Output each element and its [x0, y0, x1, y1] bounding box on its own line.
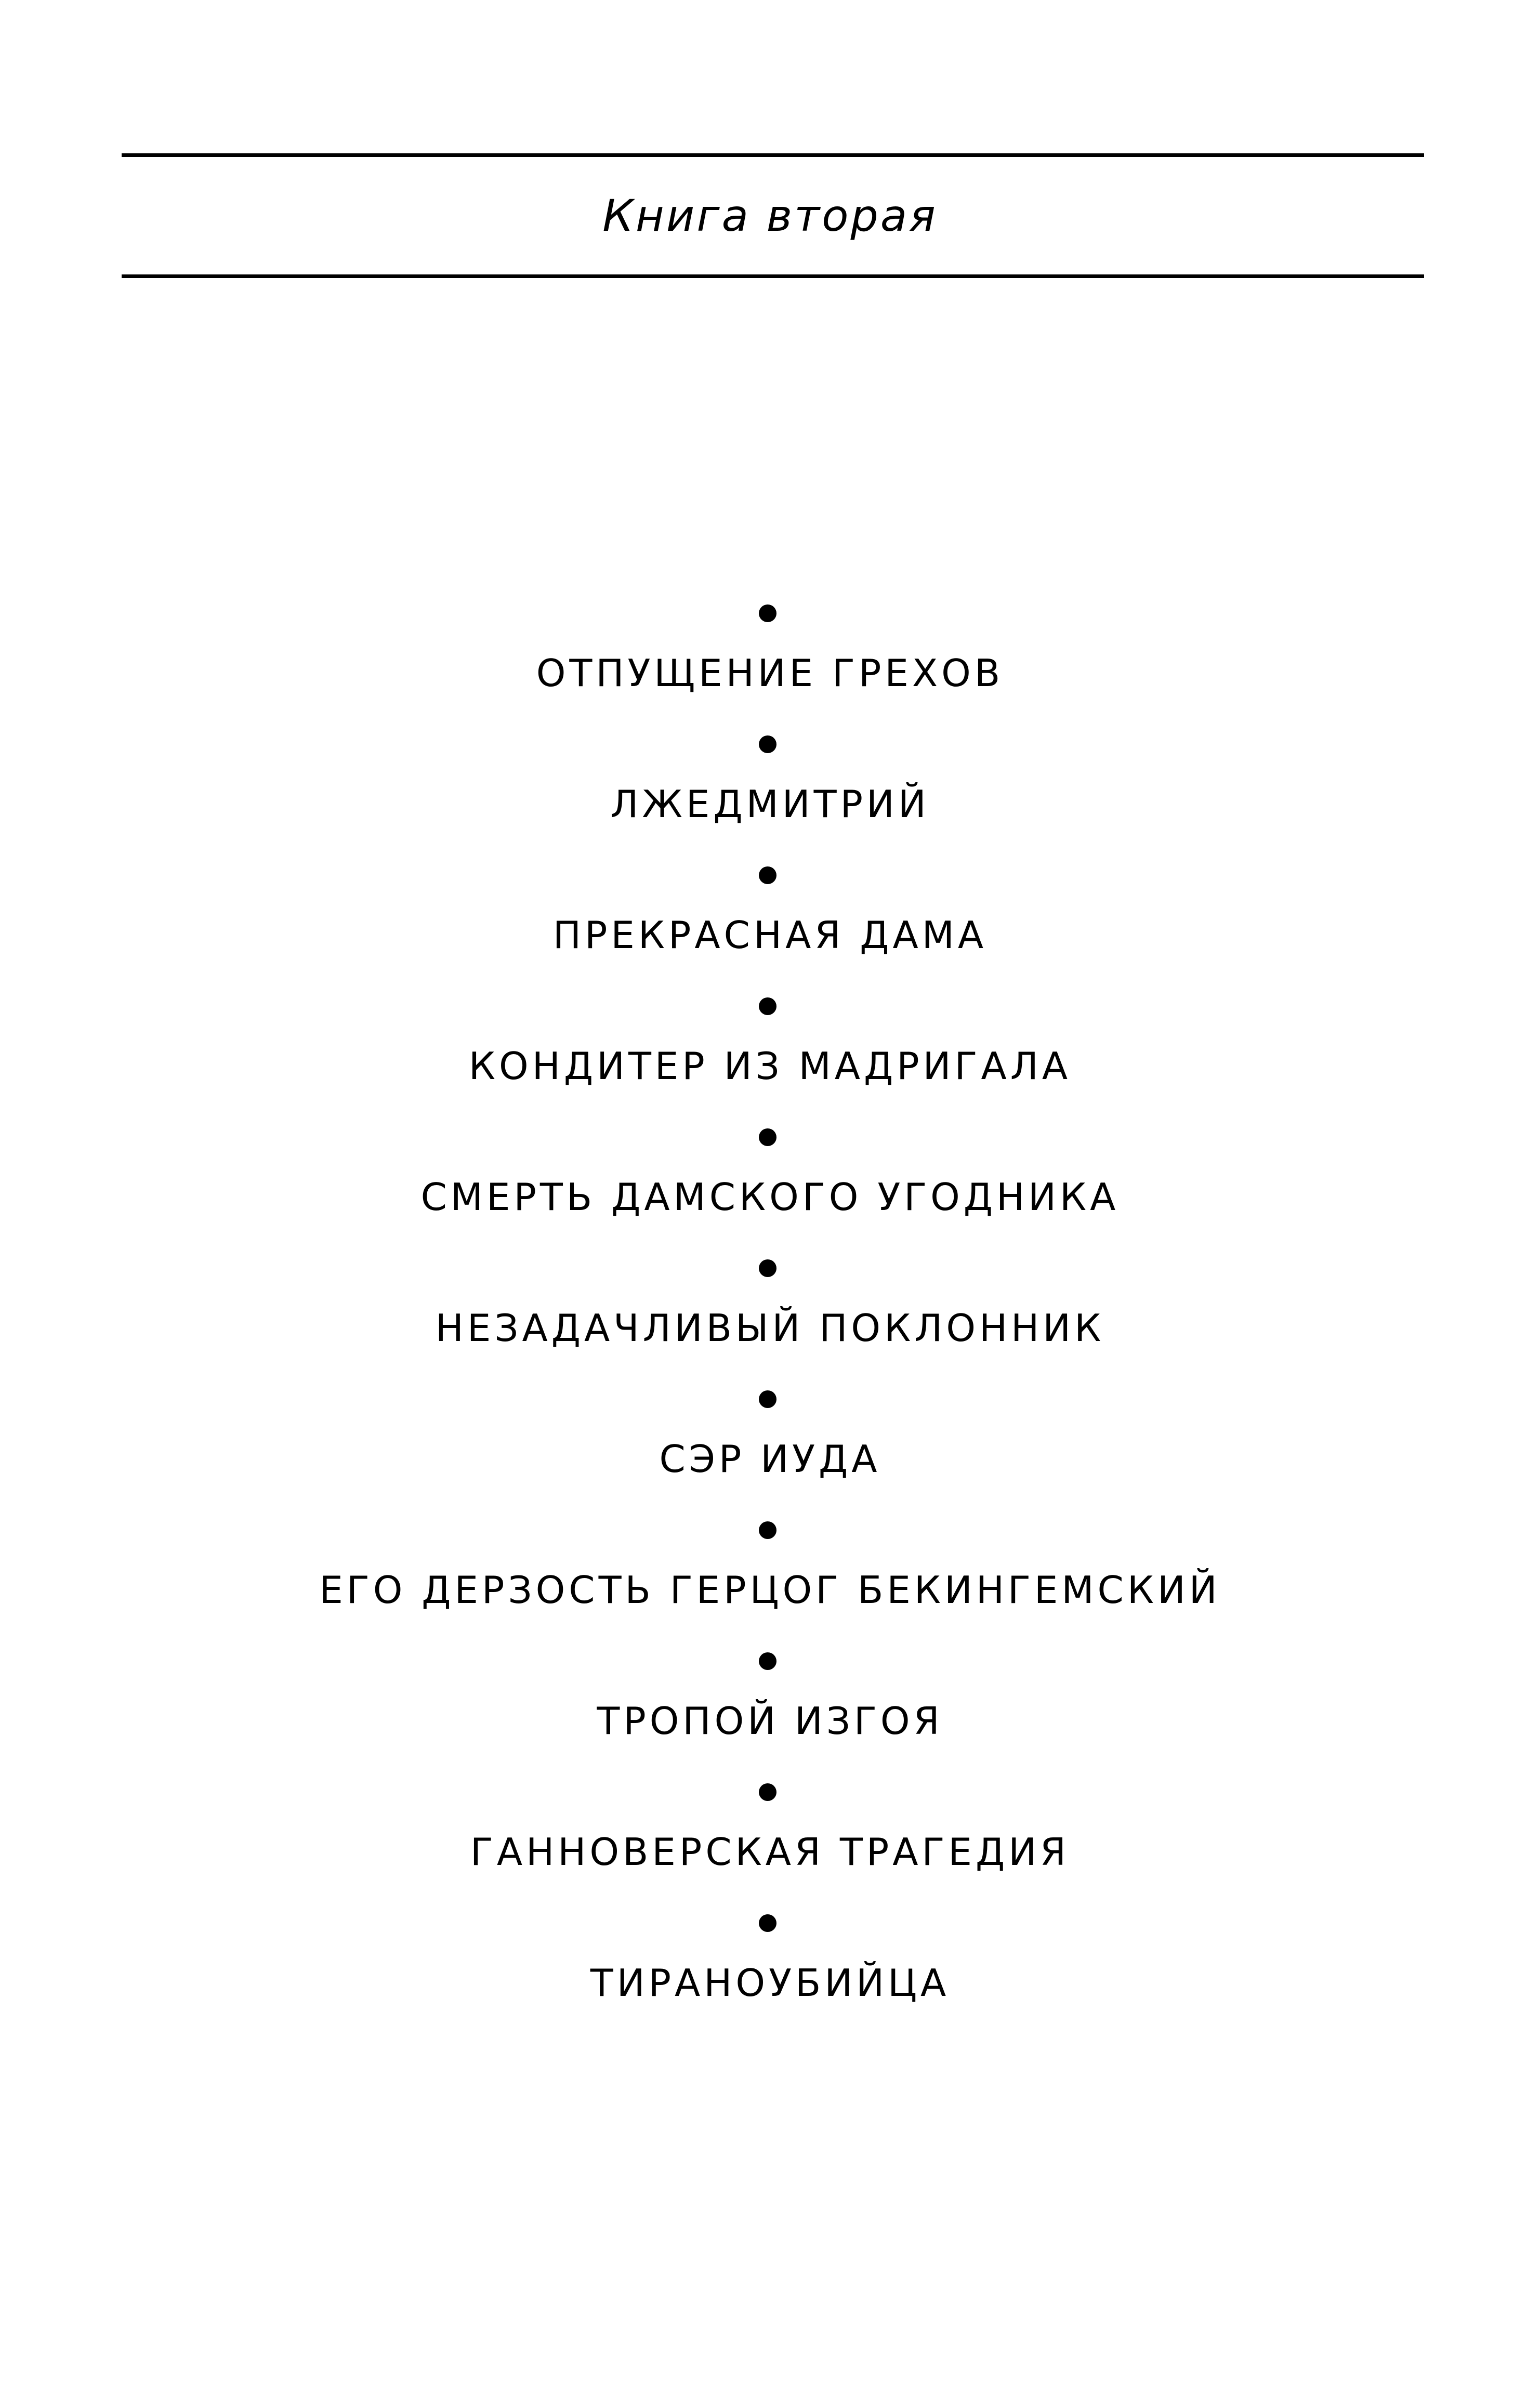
bullet-icon	[759, 1652, 776, 1670]
toc-entry-title[interactable]: ЕГО ДЕРЗОСТЬ ГЕРЦОГ БЕКИНГЕМСКИЙ	[319, 1568, 1221, 1612]
bullet-icon	[759, 1521, 776, 1539]
toc-entry-title[interactable]: НЕЗАДАЧЛИВЫЙ ПОКЛОННИК	[435, 1306, 1105, 1350]
bullet-icon	[759, 1914, 776, 1932]
toc-entry-title[interactable]: СЭР ИУДА	[659, 1437, 881, 1481]
bottom-rule	[122, 274, 1424, 278]
bullet-icon	[759, 735, 776, 753]
toc-entry-title[interactable]: ТРОПОЙ ИЗГОЯ	[597, 1699, 943, 1743]
bullet-icon	[759, 866, 776, 884]
toc-entry	[0, 978, 1540, 1109]
toc-entry-title[interactable]: ТИРАНОУБИЙЦА	[590, 1961, 950, 2005]
toc-entry	[0, 1895, 1540, 2026]
book-title: Книга вторая	[602, 190, 938, 241]
toc-entry	[0, 1633, 1540, 1764]
table-of-contents	[0, 585, 1540, 2026]
toc-entry-title[interactable]: КОНДИТЕР ИЗ МАДРИГАЛА	[468, 1044, 1072, 1088]
toc-entry	[0, 1240, 1540, 1371]
toc-entry	[0, 1371, 1540, 1502]
toc-entry	[0, 585, 1540, 716]
bullet-icon	[759, 1259, 776, 1277]
bullet-icon	[759, 1783, 776, 1801]
bullet-icon	[759, 1128, 776, 1146]
toc-entry	[0, 847, 1540, 978]
bullet-icon	[759, 604, 776, 622]
bullet-icon	[759, 997, 776, 1015]
bullet-icon	[759, 1390, 776, 1408]
toc-entry	[0, 1109, 1540, 1240]
toc-entry-title[interactable]: ПРЕКРАСНАЯ ДАМА	[552, 913, 988, 957]
toc-entry-title[interactable]: СМЕРТЬ ДАМСКОГО УГОДНИКА	[420, 1175, 1120, 1219]
toc-entry-title[interactable]: ЛЖЕДМИТРИЙ	[610, 782, 930, 826]
top-rule	[122, 153, 1424, 157]
toc-entry	[0, 1764, 1540, 1895]
toc-entry	[0, 1502, 1540, 1633]
toc-entry	[0, 716, 1540, 847]
toc-entry-title[interactable]: ОТПУЩЕНИЕ ГРЕХОВ	[536, 651, 1004, 695]
toc-entry-title[interactable]: ГАННОВЕРСКАЯ ТРАГЕДИЯ	[470, 1830, 1070, 1874]
